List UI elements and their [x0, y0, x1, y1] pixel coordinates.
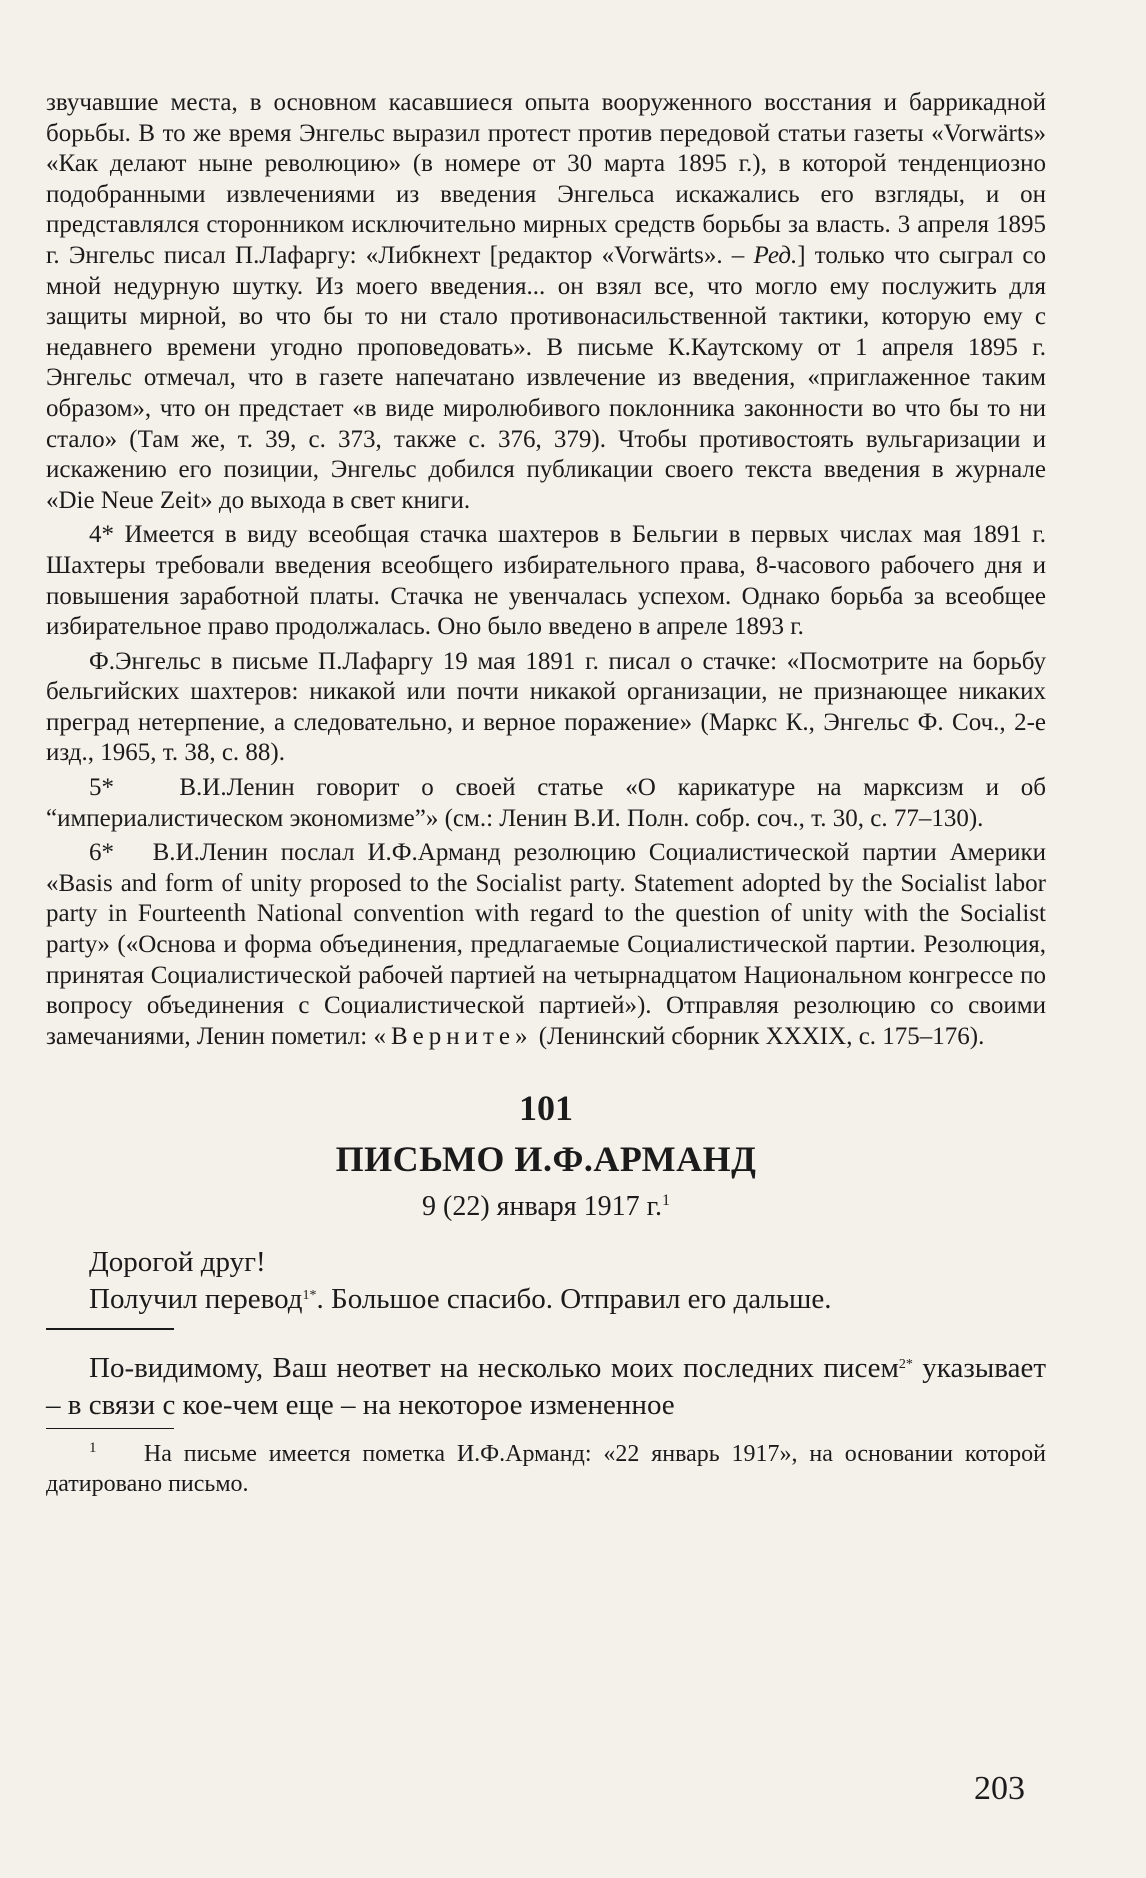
note-text: звучавшие места, в основном касавшиеся опыта вооруженного восстания и баррикадной борьбы. В то же время Энгельс выразил протест против передовой статьи газеты «Vorwärts» «Как делают ныне революцию» (в номере от 30 марта 1895 г.), в которой тенденциозно подобранными извлечениями из введения Энгельса искажались его взгляды, и он представлялся сторонником исключительно мирных средств борьбы за власть. 3 апреля 1895 г. Энгельс писал П.Лафаргу: «Либкнехт [редактор «Vorwärts». –: [46, 89, 1046, 269]
letter-paragraph-1: [46, 1281, 1046, 1318]
note-text: В.И.Ленин послал И.Ф.Арманд резолюцию Социалистической партии Америки «Basis and form of unity proposed to the Socialist party. Statement adopted by the Socialist labor party in Fourteenth National convention with regard to the question of unity with the Socialist party» («Основа и форма объединения, предлагаемые Социалистической партии. Резолюция, принятая Социалистической рабочей партией на четырнадцатом Национальном конгрессе по вопросу объединения с Социалистической партией»). Отправляя резолюцию со своими замечаниями, Ленин пометил:: [46, 839, 1046, 1050]
note-marker: 4*: [89, 521, 114, 549]
letter-paragraph-2: [46, 1350, 1046, 1424]
note-marker: 5*: [89, 774, 114, 802]
document-title: ПИСЬМО И.Ф.АРМАНД: [335, 1139, 757, 1180]
footnote-text: На письме имеется пометка И.Ф.Арманд: «22 январь 1917», на основании которой датировано письмо.: [46, 1441, 1047, 1498]
document-number: 101: [519, 1088, 573, 1129]
note-text: Имеется в виду всеобщая стачка шахтеров в Бельгии в первых числах мая 1891 г. Шахтеры требовали введения всеобщего избирательного права, 8-часового рабочего дня и повышения заработной платы. Стачка не увенчалась успехом. Однако борьба за всеобщее избирательное право продолжалась. Оно было введено в апреле 1893 г.: [46, 521, 1046, 641]
note-6: [46, 838, 1046, 1052]
page-footnote: [46, 1439, 1046, 1499]
note-marker: 6*: [89, 839, 114, 867]
note-continuation: [46, 88, 1046, 516]
note-text: ] только что сыграл со мной недурную шутку. Из моего введения... он взял все, что могло ему послужить для защиты мирной, во что бы то ни стало противонасильственной тактики, которую ему с недавнего времени угодно проповедовать». В письме К.Каутскому от 1 апреля 1895 г. Энгельс отмечал, что в газете напечатано извлечение из введения, «приглаженное таким образом», что он предстает «в виде миролюбивого поклонника законности во что бы то ни стало» (Там же, т. 39, с. 373, также с. 376, 379). Чтобы противостоять вульгаризации и искажению его позиции, Энгельс добился публикации своего текста введения в журнале «Die Neue Zeit» до выхода в свет книги.: [46, 241, 1047, 514]
note-4-continuation: [46, 647, 1046, 769]
document-heading: [46, 1084, 1046, 1226]
page-content: [46, 88, 1046, 1499]
date-text: 9 (22) января 1917 г.: [422, 1191, 662, 1223]
footnote-ref: 1: [662, 1192, 670, 1210]
note-text: Ф.Энгельс в письме П.Лафаргу 19 мая 1891 г. писал о стачке: «Посмотрите на борьбу бельгийских шахтеров: никакой или почти никакой организации, не признающее никаких преград нетерпение, а следовательно, и верное поражение» (Маркс К., Энгельс Ф. Соч., 2-е изд., 1965, т. 38, с. 88).: [46, 647, 1046, 767]
note-4: [46, 520, 1046, 642]
letter-greeting: Дорогой друг!: [89, 1246, 266, 1279]
letter-text: Получил перевод: [89, 1283, 303, 1316]
footnote-marker: 1: [89, 1440, 97, 1457]
section-divider: [46, 1328, 174, 1330]
letter-text: указывает – в связи с кое-чем еще – на некоторое измененное: [46, 1352, 1046, 1422]
endnote-ref: 2*: [898, 1357, 913, 1373]
letter-text: . Большое спасибо. Отправил его дальше.: [316, 1283, 832, 1316]
document-date: [46, 1188, 1046, 1226]
editor-abbreviation: Ред.: [753, 241, 798, 269]
endnote-ref: 1*: [302, 1288, 317, 1304]
spaced-quote: «Верните»: [373, 1022, 533, 1050]
page-number: 203: [974, 1770, 1025, 1807]
letter-text: По-видимому, Ваш неответ на несколько моих последних писем: [89, 1352, 899, 1385]
footnote-divider: [46, 1428, 174, 1429]
note-text: В.И.Ленин говорит о своей статье «О карикатуре на марксизм и об “империалистическом экономизме”» (см.: Ленин В.И. Полн. собр. соч., т. 30, с. 77–130).: [46, 774, 1047, 832]
note-5: [46, 773, 1046, 834]
note-text: (Ленинский сборник XXXIX, с. 175–176).: [538, 1022, 985, 1050]
